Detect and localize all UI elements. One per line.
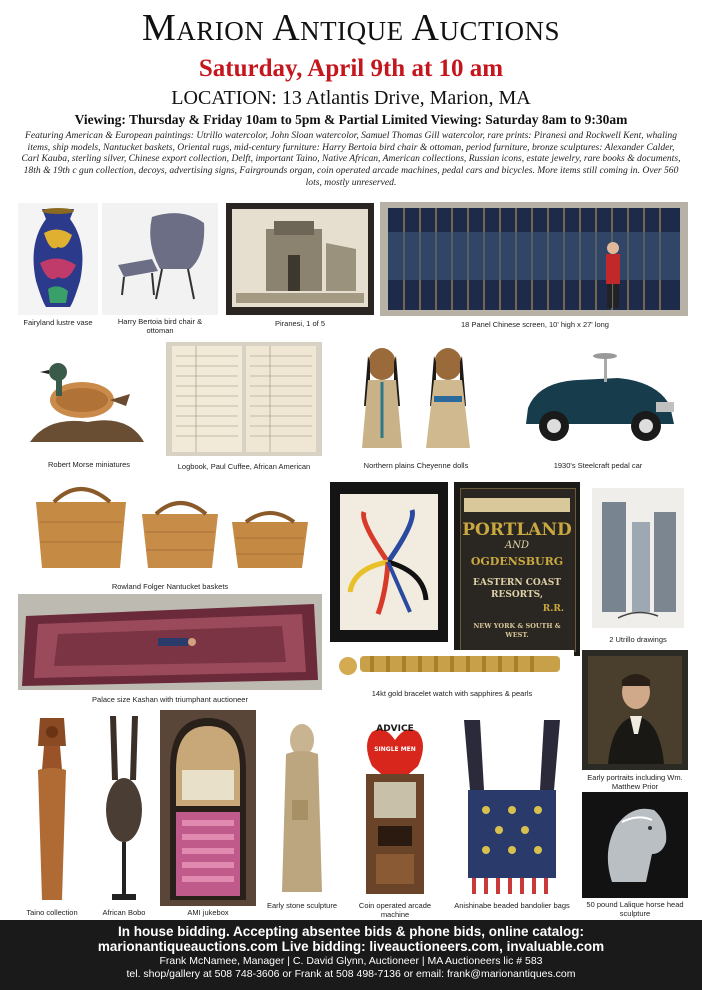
railroad-sign-line-2: AND — [505, 540, 529, 551]
bracelet-caption: 14kt gold bracelet watch with sapphires & pearls — [371, 689, 533, 698]
vase-caption: Fairyland lustre vase — [23, 318, 93, 327]
featured-items-description: Featuring American & European paintings: Utrillo watercolor, John Sloan watercolor, Samuel Thomas Gill watercolor, rare prints: Piranesi and Rockwell Kent, whaling items, ship models, Nantucket baskets, Oriental rugs, mid-century furniture: Harry Bertoia bird chair & ottoman, period furniture, bronze sculptures: Alexander Calder, Carl Kauba, sterling silver, Chinese export collection, Delft, important Taino, Native African, American collections, Russian icons, estate jewelry, rare books & documents, 18th & 19th c gun collection, decoys, advertising signs, Fairgrounds organ, coin operated arcade machines, pedal cars and bicycles. More items still coming in. Over 560 lots, mostly unreserved. — [21, 130, 681, 188]
page-title: Marion Antique Auctions — [142, 7, 560, 49]
auction-date: Saturday, April 9th at 10 am — [198, 55, 504, 82]
arcade-sign-title: ADVICE — [376, 724, 414, 734]
railroad-sign-line-4: EASTERN COAST — [473, 578, 561, 588]
phone-email[interactable]: tel. shop/gallery at 508 748-3606 or Frank at 508 498-7136 or email: frank@marionantiques.com — [126, 968, 576, 980]
lalique-caption: 50 pound Lalique horse head sculpture — [586, 900, 684, 918]
lalique-horse-photo — [582, 792, 688, 898]
kashan-rug-caption: Palace size Kashan with triumphant auctioneer — [92, 695, 248, 704]
pedal-car-caption: 1930's Steelcraft pedal car — [553, 461, 643, 470]
chinese-screen-caption: 18 Panel Chinese screen, 10' high x 27' long — [461, 320, 609, 329]
viewing-hours: Viewing: Thursday & Friday 10am to 5pm & Partial Limited Viewing: Saturday 8am to 9:30am — [74, 112, 628, 127]
pedal-car-photo — [508, 342, 688, 456]
railroad-sign-line-5: RESORTS, — [490, 590, 543, 600]
taino-caption: Taino collection — [26, 908, 78, 917]
piranesi-photo — [226, 203, 374, 315]
utrillo-caption: 2 Utrillo drawings — [609, 635, 667, 644]
arcade-caption: Coin operated arcade machine — [358, 901, 432, 919]
ami-jukebox-photo — [160, 710, 256, 906]
arcade-sign-subtitle: SINGLE MEN — [374, 746, 416, 753]
railroad-sign-line-1: PORTLAND — [462, 520, 572, 540]
railroad-sign-line-3: OGDENSBURG — [470, 555, 564, 568]
bird-chair-photo — [102, 203, 218, 315]
ami-jukebox-caption: AMI jukebox — [187, 908, 229, 917]
railroad-sign-line-6: R.R. — [542, 604, 564, 614]
cheyenne-dolls-photo — [330, 342, 502, 456]
calder-lithograph-photo — [330, 482, 448, 642]
vase-photo — [18, 203, 98, 315]
bracelet-watch-photo — [330, 650, 574, 686]
contact-footer — [0, 920, 702, 990]
decoy-caption: Robert Morse miniatures — [47, 460, 131, 469]
stone-sculpture-caption: Early stone sculpture — [266, 901, 338, 910]
staff-license: Frank McNamee, Manager | C. David Glynn, Auctioneer | MA Auctioneers lic # 583 — [159, 955, 543, 967]
cheyenne-dolls-caption: Northern plains Cheyenne dolls — [363, 461, 469, 470]
piranesi-caption: Piranesi, 1 of 5 — [274, 319, 326, 328]
utrillo-drawings-photo — [588, 482, 688, 636]
bandolier-bags-photo — [450, 710, 574, 900]
decoy-photo — [18, 342, 160, 456]
early-portrait-caption: Early portraits including Wm. Matthew Prior — [587, 773, 683, 791]
railroad-sign-line-7: NEW YORK & SOUTH & WEST. — [473, 622, 561, 639]
chinese-screen-photo — [380, 202, 688, 316]
online-bidding-links[interactable]: marionantiqueauctions.com Live bidding: liveauctioneers.com, invaluable.com — [97, 939, 605, 954]
auction-location: LOCATION: 13 Atlantis Drive, Marion, MA — [171, 87, 531, 109]
bidding-info: In house bidding. Accepting absentee bids & phone bids, online catalog: — [117, 924, 585, 939]
logbook-photo — [166, 342, 322, 456]
bird-chair-caption: Harry Bertoia bird chair & ottoman — [117, 317, 203, 335]
arcade-machine-photo — [346, 710, 444, 900]
logbook-caption: Logbook, Paul Cuffee, African American — [177, 462, 311, 471]
nantucket-baskets-photo — [18, 482, 322, 578]
stone-sculpture-photo — [266, 710, 338, 906]
railroad-sign-photo — [454, 482, 580, 656]
early-portrait-photo — [582, 650, 688, 770]
bandolier-bags-caption: Anishinabe beaded bandolier bags — [454, 901, 570, 910]
african-bobo-caption: African Bobo — [102, 908, 146, 917]
nantucket-baskets-caption: Rowland Folger Nantucket baskets — [111, 582, 229, 591]
african-bobo-photo — [92, 710, 156, 906]
kashan-rug-photo — [18, 594, 322, 690]
taino-photo — [18, 710, 86, 906]
